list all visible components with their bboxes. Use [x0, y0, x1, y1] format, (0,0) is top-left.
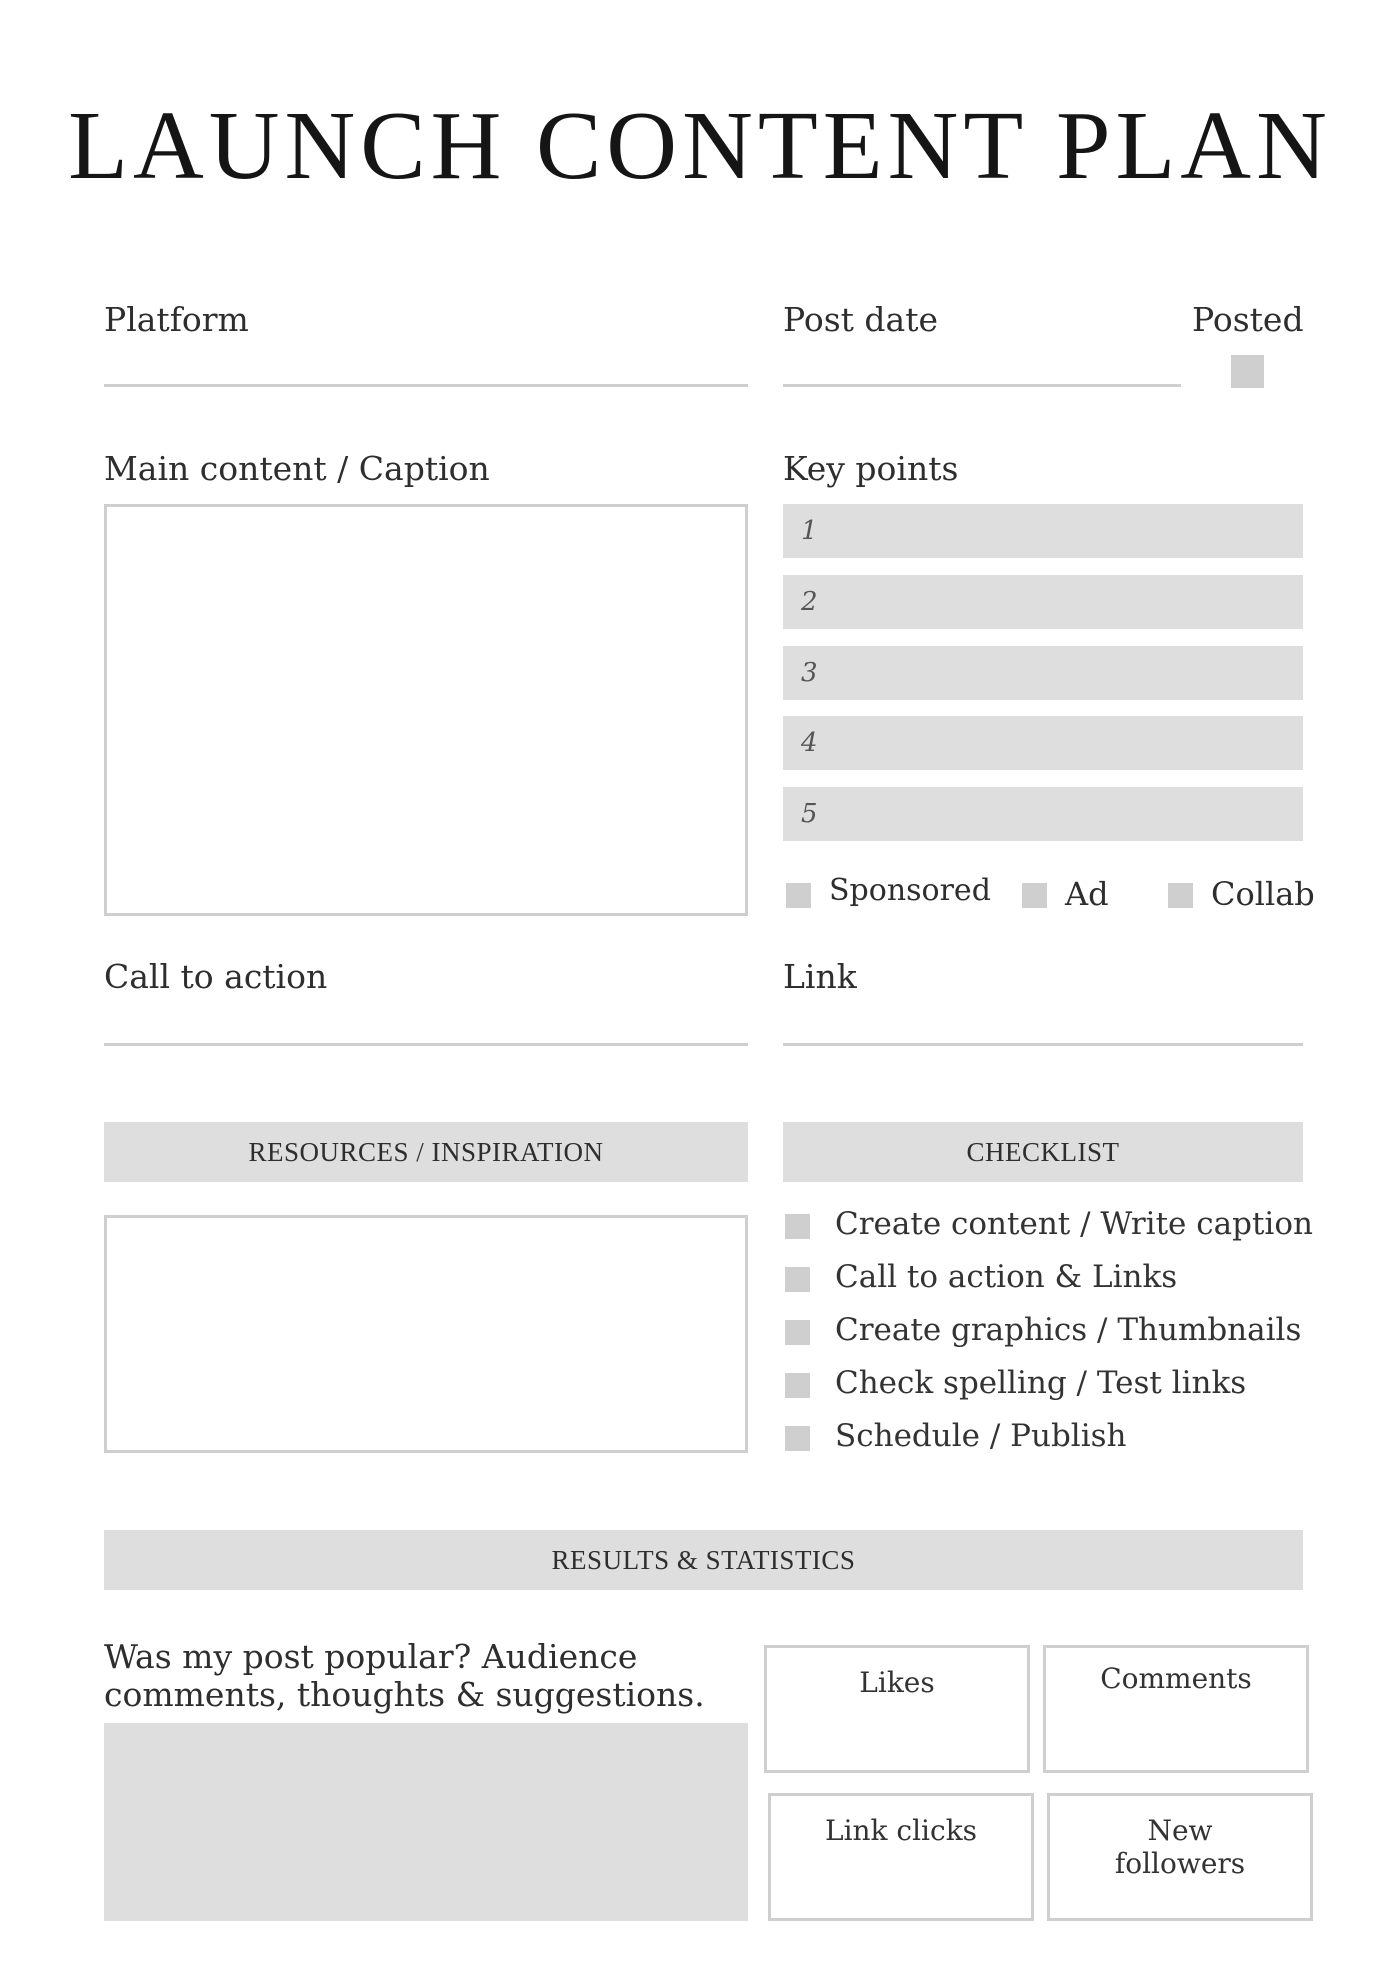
posted-checkbox[interactable] — [1231, 355, 1264, 388]
posted-label: Posted — [1192, 300, 1304, 339]
checklist-header: CHECKLIST — [783, 1122, 1303, 1182]
checklist-item: Schedule / Publish — [835, 1418, 1127, 1454]
results-question-line: comments, thoughts & suggestions. — [104, 1675, 705, 1714]
comments-box[interactable] — [1043, 1645, 1309, 1773]
page-title: LAUNCH CONTENT PLAN — [68, 92, 1332, 200]
collab-checkbox[interactable] — [1168, 883, 1193, 908]
key-point-field[interactable]: 4 — [783, 716, 1303, 770]
results-notes-area[interactable] — [104, 1723, 748, 1921]
link-field[interactable] — [783, 1043, 1303, 1046]
key-point-field[interactable]: 5 — [783, 787, 1303, 841]
link-label: Link — [783, 957, 857, 996]
results-header: RESULTS & STATISTICS — [104, 1530, 1303, 1590]
checklist-checkbox[interactable] — [785, 1214, 810, 1239]
resources-textarea[interactable] — [104, 1215, 748, 1453]
key-point-field[interactable]: 2 — [783, 575, 1303, 629]
results-question-line: Was my post popular? Audience — [104, 1637, 638, 1676]
comments-label: Comments — [1100, 1662, 1252, 1695]
checklist-checkbox[interactable] — [785, 1320, 810, 1345]
likes-box[interactable] — [764, 1645, 1030, 1773]
platform-label: Platform — [104, 300, 249, 339]
new-followers-label: New followers — [1114, 1814, 1246, 1880]
link-clicks-label: Link clicks — [824, 1814, 978, 1847]
resources-header: RESOURCES / INSPIRATION — [104, 1122, 748, 1182]
results-question — [104, 1638, 705, 1714]
post-date-field[interactable] — [783, 384, 1181, 387]
call-to-action-field[interactable] — [104, 1043, 748, 1046]
key-point-field[interactable]: 3 — [783, 646, 1303, 700]
checklist-item: Check spelling / Test links — [835, 1365, 1247, 1401]
ad-checkbox[interactable] — [1022, 883, 1047, 908]
link-clicks-box[interactable] — [768, 1793, 1034, 1921]
ad-label: Ad — [1065, 875, 1109, 913]
key-points-label: Key points — [783, 449, 959, 488]
collab-label: Collab — [1211, 875, 1315, 913]
likes-label: Likes — [859, 1666, 935, 1699]
call-to-action-label: Call to action — [104, 957, 328, 996]
platform-field[interactable] — [104, 384, 748, 387]
sponsored-label: Sponsored — [829, 873, 991, 908]
main-content-textarea[interactable] — [104, 504, 748, 916]
checklist-item: Create content / Write caption — [835, 1206, 1313, 1242]
checklist-checkbox[interactable] — [785, 1373, 810, 1398]
new-followers-box[interactable] — [1047, 1793, 1313, 1921]
main-content-label: Main content / Caption — [104, 449, 490, 488]
key-point-field[interactable]: 1 — [783, 504, 1303, 558]
checklist-item: Create graphics / Thumbnails — [835, 1312, 1302, 1348]
checklist-item: Call to action & Links — [835, 1259, 1178, 1295]
sponsored-checkbox[interactable] — [786, 883, 811, 908]
checklist-checkbox[interactable] — [785, 1267, 810, 1292]
checklist-checkbox[interactable] — [785, 1426, 810, 1451]
post-date-label: Post date — [783, 300, 939, 339]
